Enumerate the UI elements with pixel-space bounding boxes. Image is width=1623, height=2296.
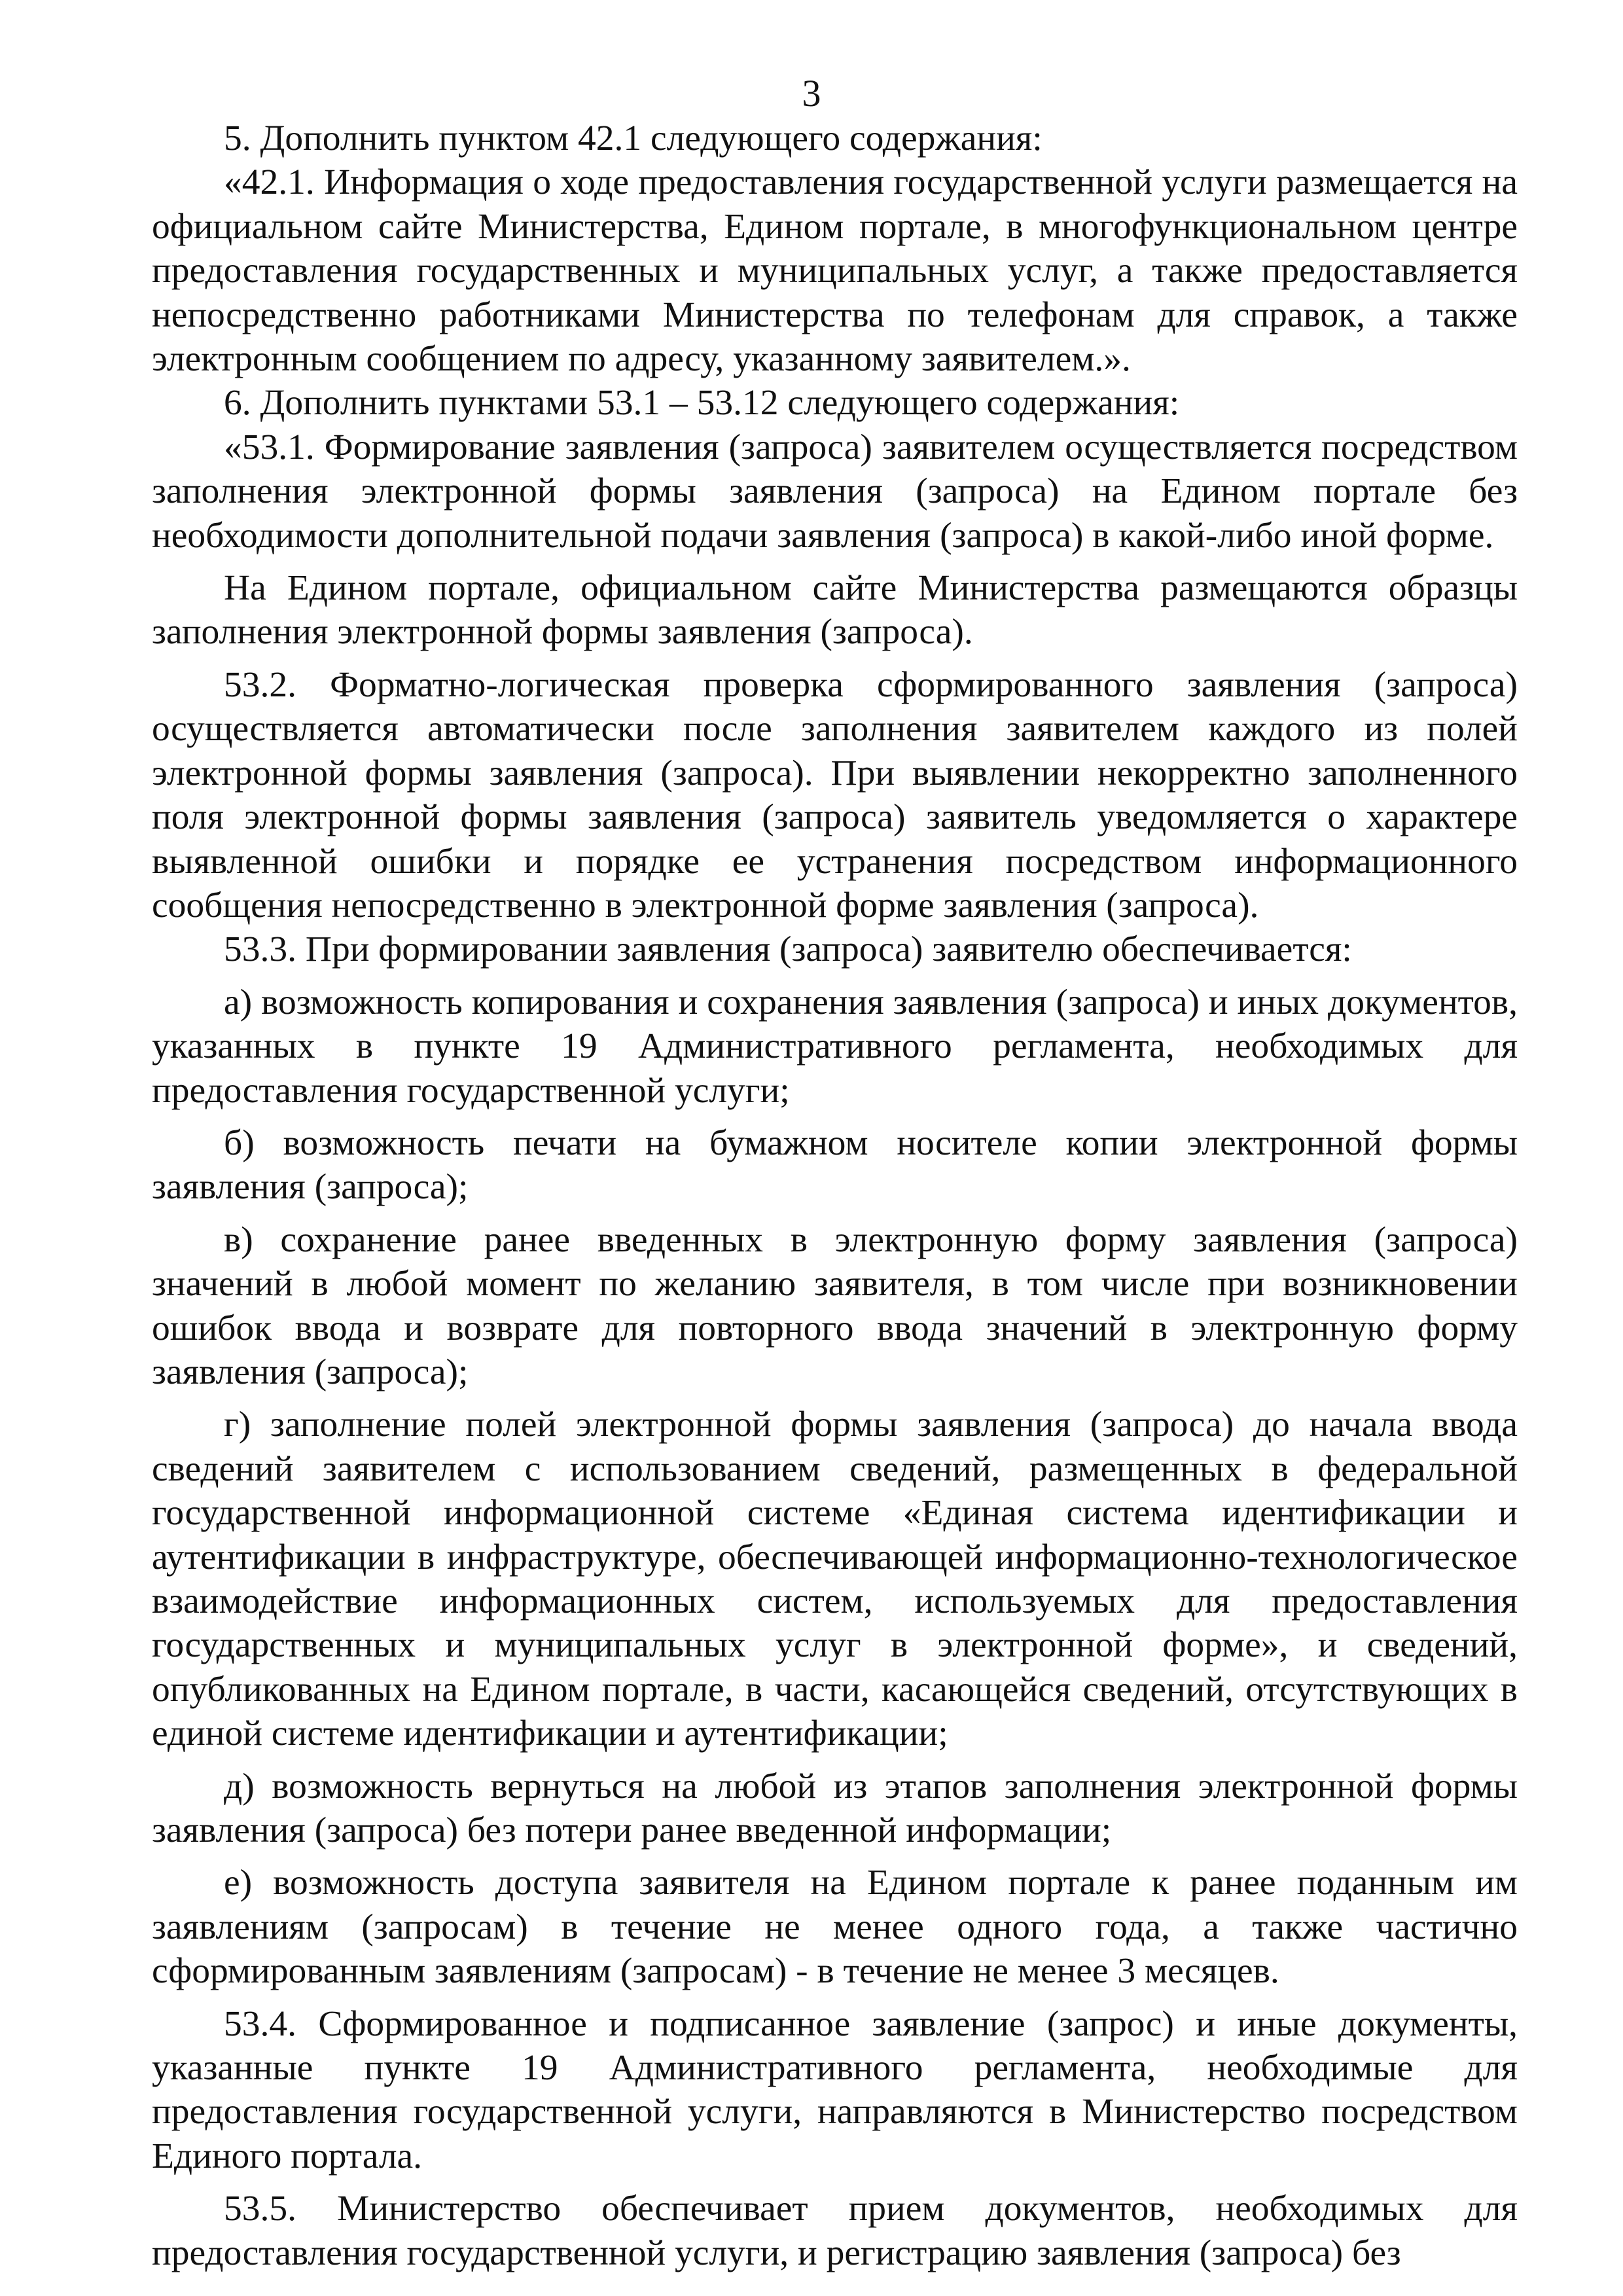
paragraph-53-3-b: б) возможность печати на бумажном носителе копии электронной формы заявления (запроса); — [152, 1122, 1518, 1208]
document-body — [152, 117, 1518, 2275]
page-number: 3 — [802, 72, 821, 115]
paragraph-item-5: 5. Дополнить пунктом 42.1 следующего содержания: — [224, 118, 1043, 158]
paragraph-53-3-e: е) возможность доступа заявителя на Едином портале к ранее поданным им заявлениям (запросам) в течение не менее одного года, а также частично сформированным заявлениям (запросам) - в течение не менее 3 месяцев. — [152, 1863, 1518, 1992]
paragraph-53-2: 53.2. Форматно-логическая проверка сформированного заявления (запроса) осуществляется автоматически после заполнения заявителем каждого из полей электронной формы заявления (запроса). При выявлении некорректно заполненного поля электронной формы заявления (запроса) заявитель уведомляется о характере выявленной ошибки и порядке ее устранения посредством информационного сообщения непосредственно в электронной форме заявления (запроса). — [152, 664, 1518, 925]
paragraph-53-4: 53.4. Сформированное и подписанное заявление (запрос) и иные документы, указанные пункте 19 Административного регламента, необходимые для предоставления государственной услуги, направляются в Министерство посредством Единого портала. — [152, 2003, 1518, 2176]
paragraph-53-3-a: а) возможность копирования и сохранения заявления (запроса) и иных документов, указанных в пункте 19 Административного регламента, необходимых для предоставления государственной услуги; — [152, 982, 1518, 1111]
paragraph-53-5: 53.5. Министерство обеспечивает прием документов, необходимых для предоставления государственной услуги, и регистрацию заявления (запроса) без — [152, 2189, 1518, 2273]
paragraph-53-3: 53.3. При формировании заявления (запроса) заявителю обеспечивается: — [224, 929, 1352, 970]
paragraph-53-3-v: в) сохранение ранее введенных в электронную форму заявления (запроса) значений в любой момент по желанию заявителя, в том числе при возникновении ошибок ввода и возврате для повторного ввода значений в электронную форму заявления (запроса); — [152, 1219, 1518, 1392]
paragraph-42-1: «42.1. Информация о ходе предоставления государственной услуги размещается на официальном сайте Министерства, Едином портале, в многофункциональном центре предоставления государственных и муниципальных услуг, а также предоставляется непосредственно работниками Министерства по телефонам для справок, а также электронным сообщением по адресу, указанному заявителем.». — [152, 162, 1518, 380]
paragraph-53-1: «53.1. Формирование заявления (запроса) заявителем осуществляется посредством заполнения электронной формы заявления (запроса) на Едином портале без необходимости дополнительной подачи заявления (запроса) в какой-либо иной форме. — [152, 427, 1518, 556]
paragraph-samples: На Едином портале, официальном сайте Министерства размещаются образцы заполнения электронной формы заявления (запроса). — [152, 568, 1518, 653]
paragraph-item-6: 6. Дополнить пунктами 53.1 – 53.12 следующего содержания: — [224, 383, 1180, 423]
paragraph-53-3-g: г) заполнение полей электронной формы заявления (запроса) до начала ввода сведений заявителем с использованием сведений, размещенных в федеральной государственной информационной системе «Единая система идентификации и аутентификации в инфраструктуре, обеспечивающей информационно-технологическое взаимодействие информационных систем, используемых для предоставления государственных и муниципальных услуг в электронной форме», и сведений, опубликованных на Едином портале, в части, касающейся сведений, отсутствующих в единой системе идентификации и аутентификации; — [152, 1405, 1518, 1754]
paragraph-53-3-d: д) возможность вернуться на любой из этапов заполнения электронной формы заявления (запроса) без потери ранее введенной информации; — [152, 1766, 1518, 1851]
